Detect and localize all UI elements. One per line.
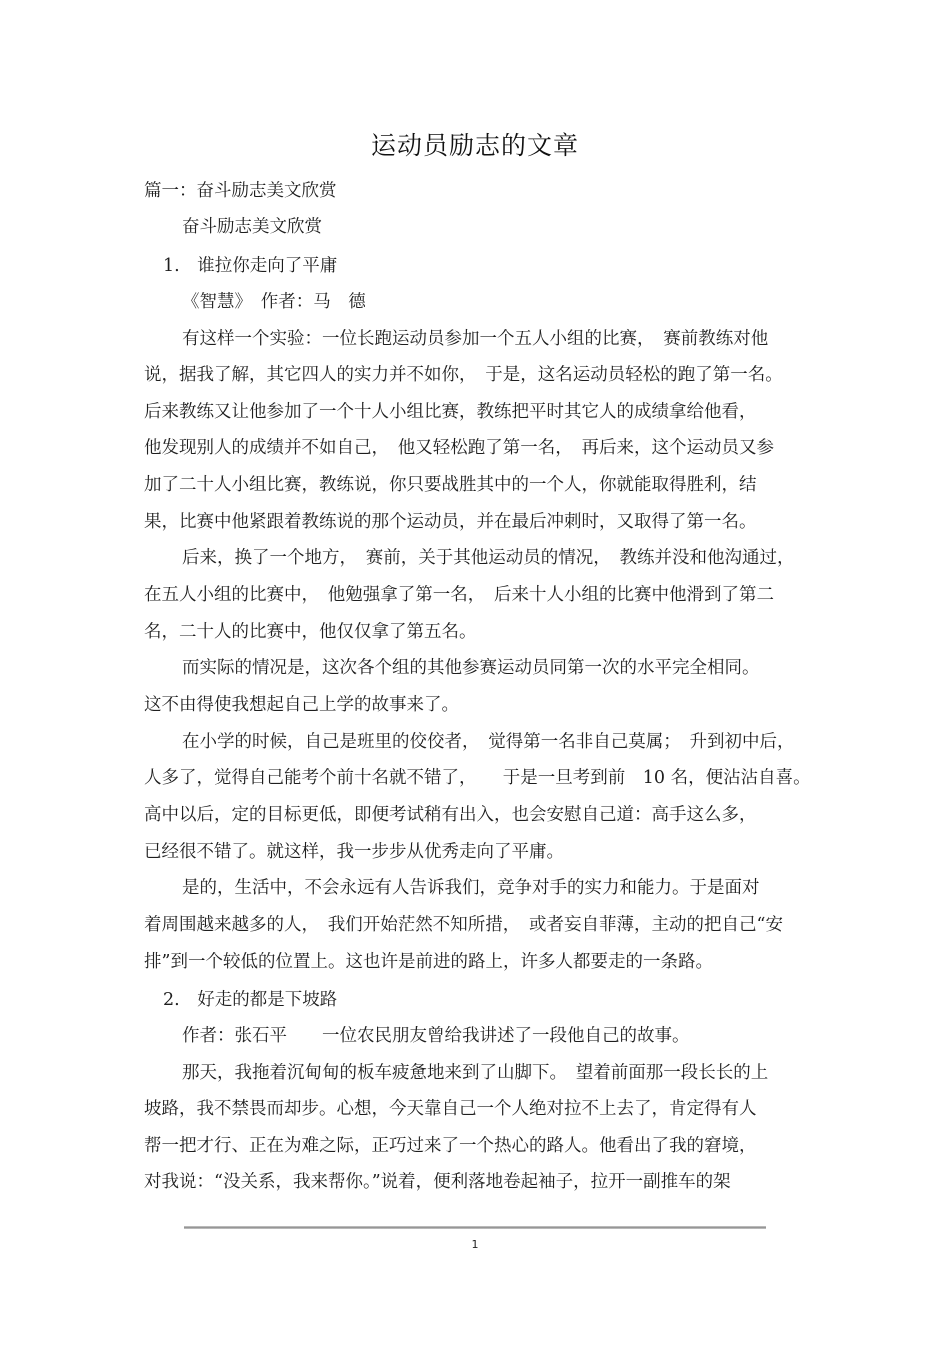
body-line: 有这样一个实验：一位长跑运动员参加一个五人小组的比赛， 赛前教练对他 [182,329,769,349]
author-line: 《智慧》 作者：马 德 [182,292,366,312]
body-line: 这不由得使我想起自己上学的故事来了。 [144,695,459,715]
body-line: 对我说：“没关系，我来帮你。”说着，便利落地卷起袖子，拉开一副推车的架 [144,1172,731,1192]
body-line: 在小学的时候，自己是班里的佼佼者， 觉得第一名非自己莫属； 升到初中后， [182,732,795,752]
body-line: 果，比赛中他紧跟着教练说的那个运动员，并在最后冲刺时，又取得了第一名。 [144,512,757,532]
body-line: 说，据我了解，其它四人的实力并不如你， 于是，这名运动员轻松的跑了第一名。 [144,365,783,385]
subsection-heading: 奋斗励志美文欣赏 [182,217,322,237]
page-number: 1 [471,1238,479,1251]
document-title: 运动员励志的文章 [370,131,579,160]
body-line: 排”到一个较低的位置上。这也许是前进的路上，许多人都要走的一条路。 [144,952,713,972]
body-line: 加了二十人小组比赛，教练说，你只要战胜其中的一个人，你就能取得胜利，结 [144,475,757,495]
body-line: 已经很不错了。就这样，我一步步从优秀走向了平庸。 [144,842,564,862]
author-line: 作者：张石平 一位农民朋友曾给我讲述了一段他自己的故事。 [182,1026,690,1046]
body-line: 高中以后，定的目标更低，即便考试稍有出入，也会安慰自己道：高手这么多， [144,805,757,825]
body-line: 是的，生活中，不会永远有人告诉我们，竞争对手的实力和能力。于是面对 [182,878,760,898]
body-line: 后来教练又让他参加了一个十人小组比赛，教练把平时其它人的成绩拿给他看， [144,402,757,422]
article-heading: 2. 好走的都是下坡路 [163,990,338,1010]
body-line: 他发现别人的成绩并不如自己， 他又轻松跑了第一名， 再后来，这个运动员又参 [144,438,774,458]
body-line: 着周围越来越多的人， 我们开始茫然不知所措， 或者妄自菲薄，主动的把自己“安 [144,915,783,935]
article-heading: 1. 谁拉你走向了平庸 [163,256,338,276]
body-line: 那天，我拖着沉甸甸的板车疲惫地来到了山脚下。 望着前面那一段长长的上 [182,1063,769,1083]
body-line: 而实际的情况是，这次各个组的其他参赛运动员同第一次的水平完全相同。 [182,658,760,678]
footer-divider [184,1226,766,1229]
body-line: 人多了，觉得自己能考个前十名就不错了， 于是一旦考到前 10 名，便沾沾自喜。 [144,768,811,788]
body-line: 帮一把才行、正在为难之际，正巧过来了一个热心的路人。他看出了我的窘境， [144,1136,757,1156]
body-line: 名，二十人的比赛中，他仅仅拿了第五名。 [144,622,477,642]
body-line: 坡路，我不禁畏而却步。心想，今天靠自己一个人绝对拉不上去了，肯定得有人 [144,1099,757,1119]
body-line: 后来，换了一个地方， 赛前，关于其他运动员的情况， 教练并没和他沟通过， [182,548,795,568]
body-line: 在五人小组的比赛中， 他勉强拿了第一名， 后来十人小组的比赛中他滑到了第二 [144,585,774,605]
section-heading: 篇一：奋斗励志美文欣赏 [144,181,337,201]
